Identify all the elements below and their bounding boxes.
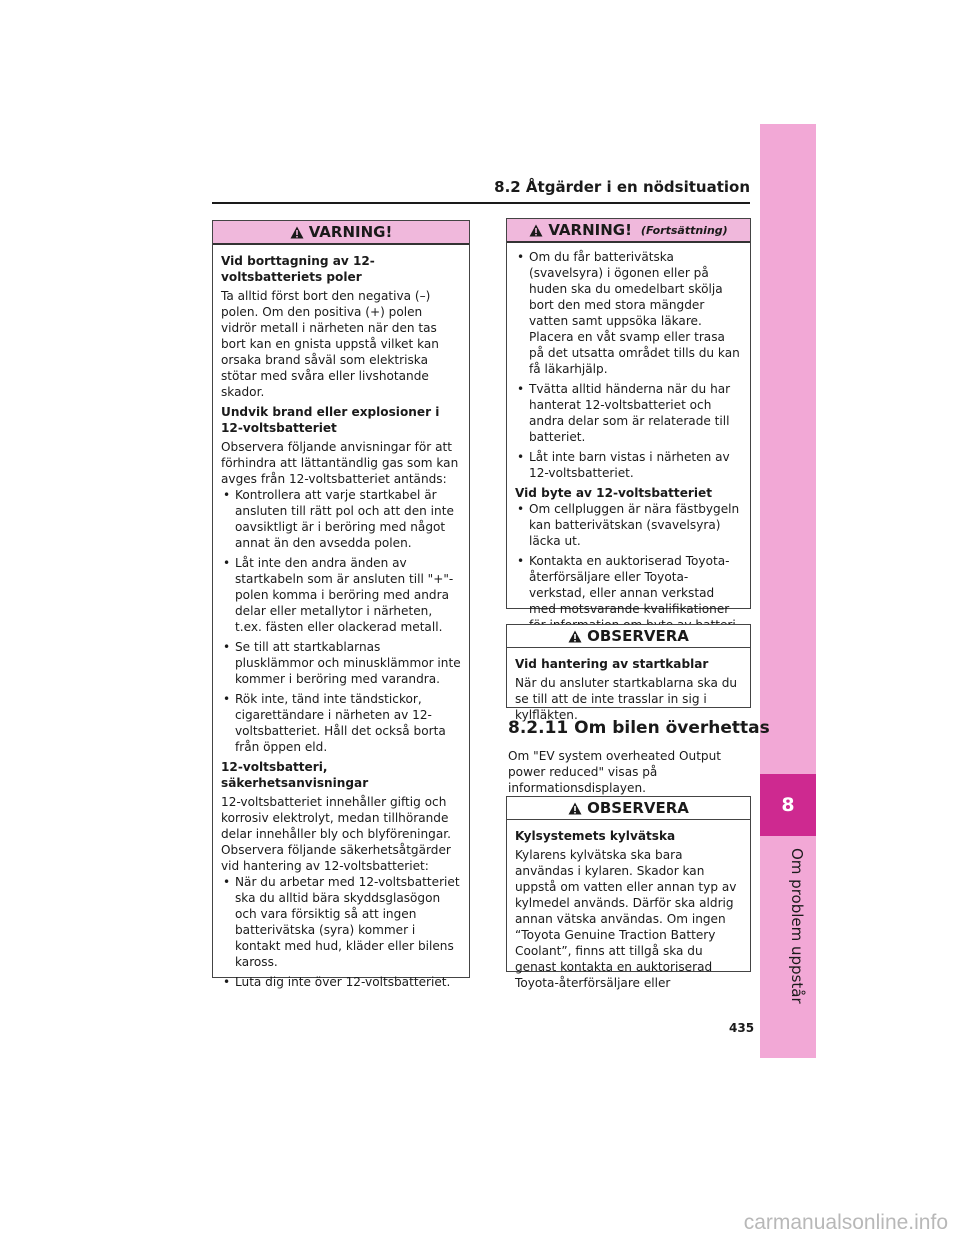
warning-box-right xyxy=(506,218,751,616)
warning-triangle-icon xyxy=(290,226,304,239)
list-item: • Luta dig inte över 12-voltsbatteriet. xyxy=(221,974,461,990)
chapter-label: Om problem uppstår xyxy=(788,848,806,1004)
list-item: • Kontakta en auktoriserad Toyota-återförsäljare eller Toyota-verkstad, eller annan verkstad med motsvarande kvalifikationer xyxy=(515,553,742,633)
list-item: • När du arbetar med 12-voltsbatteriet ska du alltid bära skyddsglasögon och vara försiktig så att ingen batterivätska (syra) kommer i kontakt med hud, kläder eller bilens kaross. xyxy=(221,874,461,970)
caution-icon xyxy=(568,802,582,815)
list-item: • Tvätta alltid händerna när du har hanterat 12-voltsbatteriet och andra delar som är relaterade till batteriet. xyxy=(515,381,742,445)
list-item: • Se till att startkablarnas plusklämmor och minusklämmor inte kommer i beröring med varandra. xyxy=(221,639,461,687)
list-item: • Om du får batterivätska (svavelsyra) i ögonen eller på huden ska du omedelbart skölja bort den med stora mängder vatten samt uppsöka läkare. Placera en våt svamp eller trasa på det utsatta området tills du kan få läkarhjälp. xyxy=(515,249,742,377)
notice-header xyxy=(507,625,750,648)
section-paragraph: Om "EV system overheated Output power reduced" visas på informationsdisplayen. xyxy=(508,749,722,795)
caution-icon xyxy=(568,630,582,643)
bullet-list xyxy=(221,487,461,755)
warning-header xyxy=(507,219,750,243)
chapter-number-tab[interactable]: 8 xyxy=(760,774,816,836)
bullet-list xyxy=(221,874,461,990)
page-number: 435 xyxy=(729,1021,755,1035)
list-item: • Kontrollera att varje startkabel är ansluten till rätt pol och att den inte oavsiktligt är i beröring med något annat än den avsedda polen. xyxy=(221,487,461,551)
subheading: Vid hantering av startkablar xyxy=(515,657,709,671)
notice-body xyxy=(507,820,750,999)
list-item: • Låt inte barn vistas i närheten av 12-voltsbatteriet. xyxy=(515,449,742,481)
paragraph: Observera följande anvisningar för att förhindra att lättantändlig gas som kan avges från 12-voltsbatteriet antänds: xyxy=(221,440,459,486)
warning-body xyxy=(213,245,469,998)
notice-header xyxy=(507,797,750,820)
notice-box-kylvatska xyxy=(506,796,751,990)
paragraph: 12-voltsbatteriet innehåller giftig och korrosiv elektrolyt, medan tillhörande delar innehåller bly och blyföreningar. Observera följande säkerhetsåtgärder vid hantering av 12-voltsbatteriet: xyxy=(221,795,451,873)
warning-title: VARNING! xyxy=(548,221,632,239)
subheading: 12-voltsbatteri, säkerhetsanvisningar xyxy=(221,760,369,790)
warning-subtitle: (Fortsättning) xyxy=(640,223,728,237)
warning-box-left xyxy=(212,220,470,989)
subheading: Vid byte av 12-voltsbatteriet xyxy=(515,486,712,500)
subheading: Vid borttagning av 12-voltsbatteriets poler xyxy=(221,254,375,284)
bullet-list xyxy=(515,249,742,481)
notice-box-startkablar xyxy=(506,624,751,722)
notice-title: OBSERVERA xyxy=(587,799,689,817)
list-item: • Rök inte, tänd inte tändstickor, cigarettändare i närheten av 12-voltsbatteriet. Håll det också borta från öppen eld. xyxy=(221,691,461,755)
warning-body xyxy=(507,243,750,641)
list-item: • Låt inte den andra änden av startkabeln som är ansluten till "+"-polen komma i beröring med andra delar eller metallytor i närheten, t.ex. fästen eller olackerad metall. xyxy=(221,555,461,635)
subheading: Undvik brand eller explosioner i 12-voltsbatteriet xyxy=(221,405,440,435)
warning-title: VARNING! xyxy=(308,223,393,241)
list-item: • Om cellpluggen är nära fästbygeln kan batterivätskan (svavelsyra) läcka ut. xyxy=(515,501,742,549)
subheading: Kylsystemets kylvätska xyxy=(515,829,676,843)
warning-triangle-icon xyxy=(529,224,543,237)
notice-title: OBSERVERA xyxy=(587,627,689,645)
section-heading: 8.2.11 Om bilen överhettas xyxy=(508,718,770,738)
watermark: carmanualsonline.info xyxy=(743,1211,948,1234)
paragraph: När du ansluter startkablarna ska du se till att de inte trasslar in sig i kylfläkten. xyxy=(515,676,738,722)
header-rule xyxy=(212,202,750,204)
bullet-list xyxy=(515,501,742,633)
section-title: 8.2 Åtgärder i en nödsituation xyxy=(494,178,750,196)
warning-header xyxy=(213,221,469,245)
paragraph: Kylarens kylvätska ska bara användas i kylaren. Skador kan uppstå om vatten eller annan typ av kylmedel används. Därför ska aldrig annan vätska användas. Om ingen “Toyota Genuine Traction Battery Coolant”, finns att tillgå ska du genast kontakta en auktoriserad Toyota-återförsäljare eller xyxy=(515,848,737,990)
paragraph: Ta alltid först bort den negativa (–) polen. Om den positiva (+) polen vidrör metall i närheten när den tas bort kan en gnista uppstå vilket kan orsaka brand såväl som elektriska stötar med svåra eller livshotande skador. xyxy=(221,289,439,399)
